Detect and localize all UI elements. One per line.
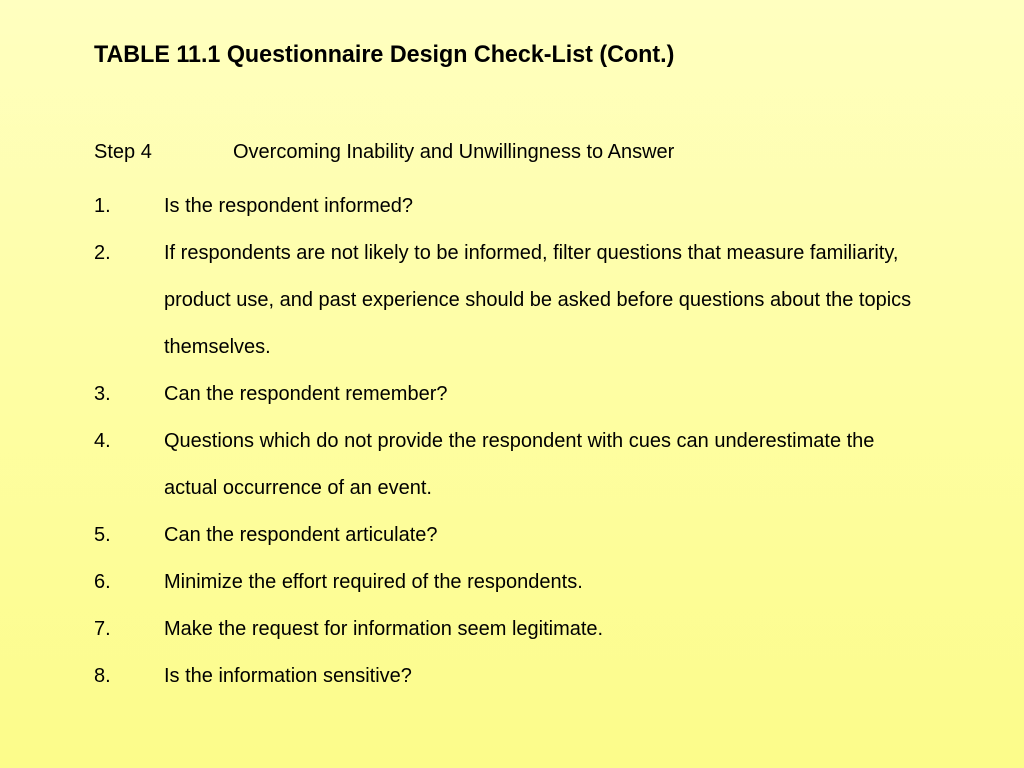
item-text: If respondents are not likely to be informed, filter questions that measure familiarity, product use, and past experience should be asked before questions about the topics themselves. bbox=[164, 242, 912, 358]
list-item bbox=[94, 230, 934, 371]
item-text: Is the respondent informed? bbox=[164, 195, 414, 217]
step-title: Overcoming Inability and Unwillingness to Answer bbox=[233, 141, 675, 163]
list-item bbox=[94, 418, 934, 512]
item-number: 3. bbox=[94, 383, 111, 405]
page-title: TABLE 11.1 Questionnaire Design Check-List (Cont.) bbox=[94, 41, 675, 68]
step-label: Step 4 bbox=[94, 141, 152, 163]
item-text: Can the respondent remember? bbox=[164, 383, 448, 405]
item-text: Is the information sensitive? bbox=[164, 665, 412, 687]
list-item bbox=[94, 371, 934, 418]
item-number: 5. bbox=[94, 524, 111, 546]
list-item bbox=[94, 559, 934, 606]
item-number: 6. bbox=[94, 571, 111, 593]
item-number: 1. bbox=[94, 195, 111, 217]
item-text: Questions which do not provide the respondent with cues can underestimate the actual occurrence of an event. bbox=[164, 430, 875, 499]
item-text: Minimize the effort required of the respondents. bbox=[164, 571, 583, 593]
checklist bbox=[94, 183, 934, 700]
item-number: 8. bbox=[94, 665, 111, 687]
item-text: Make the request for information seem legitimate. bbox=[164, 618, 604, 640]
item-number: 7. bbox=[94, 618, 111, 640]
list-item bbox=[94, 606, 934, 653]
list-item bbox=[94, 183, 934, 230]
list-item bbox=[94, 653, 934, 700]
item-text: Can the respondent articulate? bbox=[164, 524, 438, 546]
item-number: 4. bbox=[94, 430, 111, 452]
item-number: 2. bbox=[94, 242, 111, 264]
list-item bbox=[94, 512, 934, 559]
